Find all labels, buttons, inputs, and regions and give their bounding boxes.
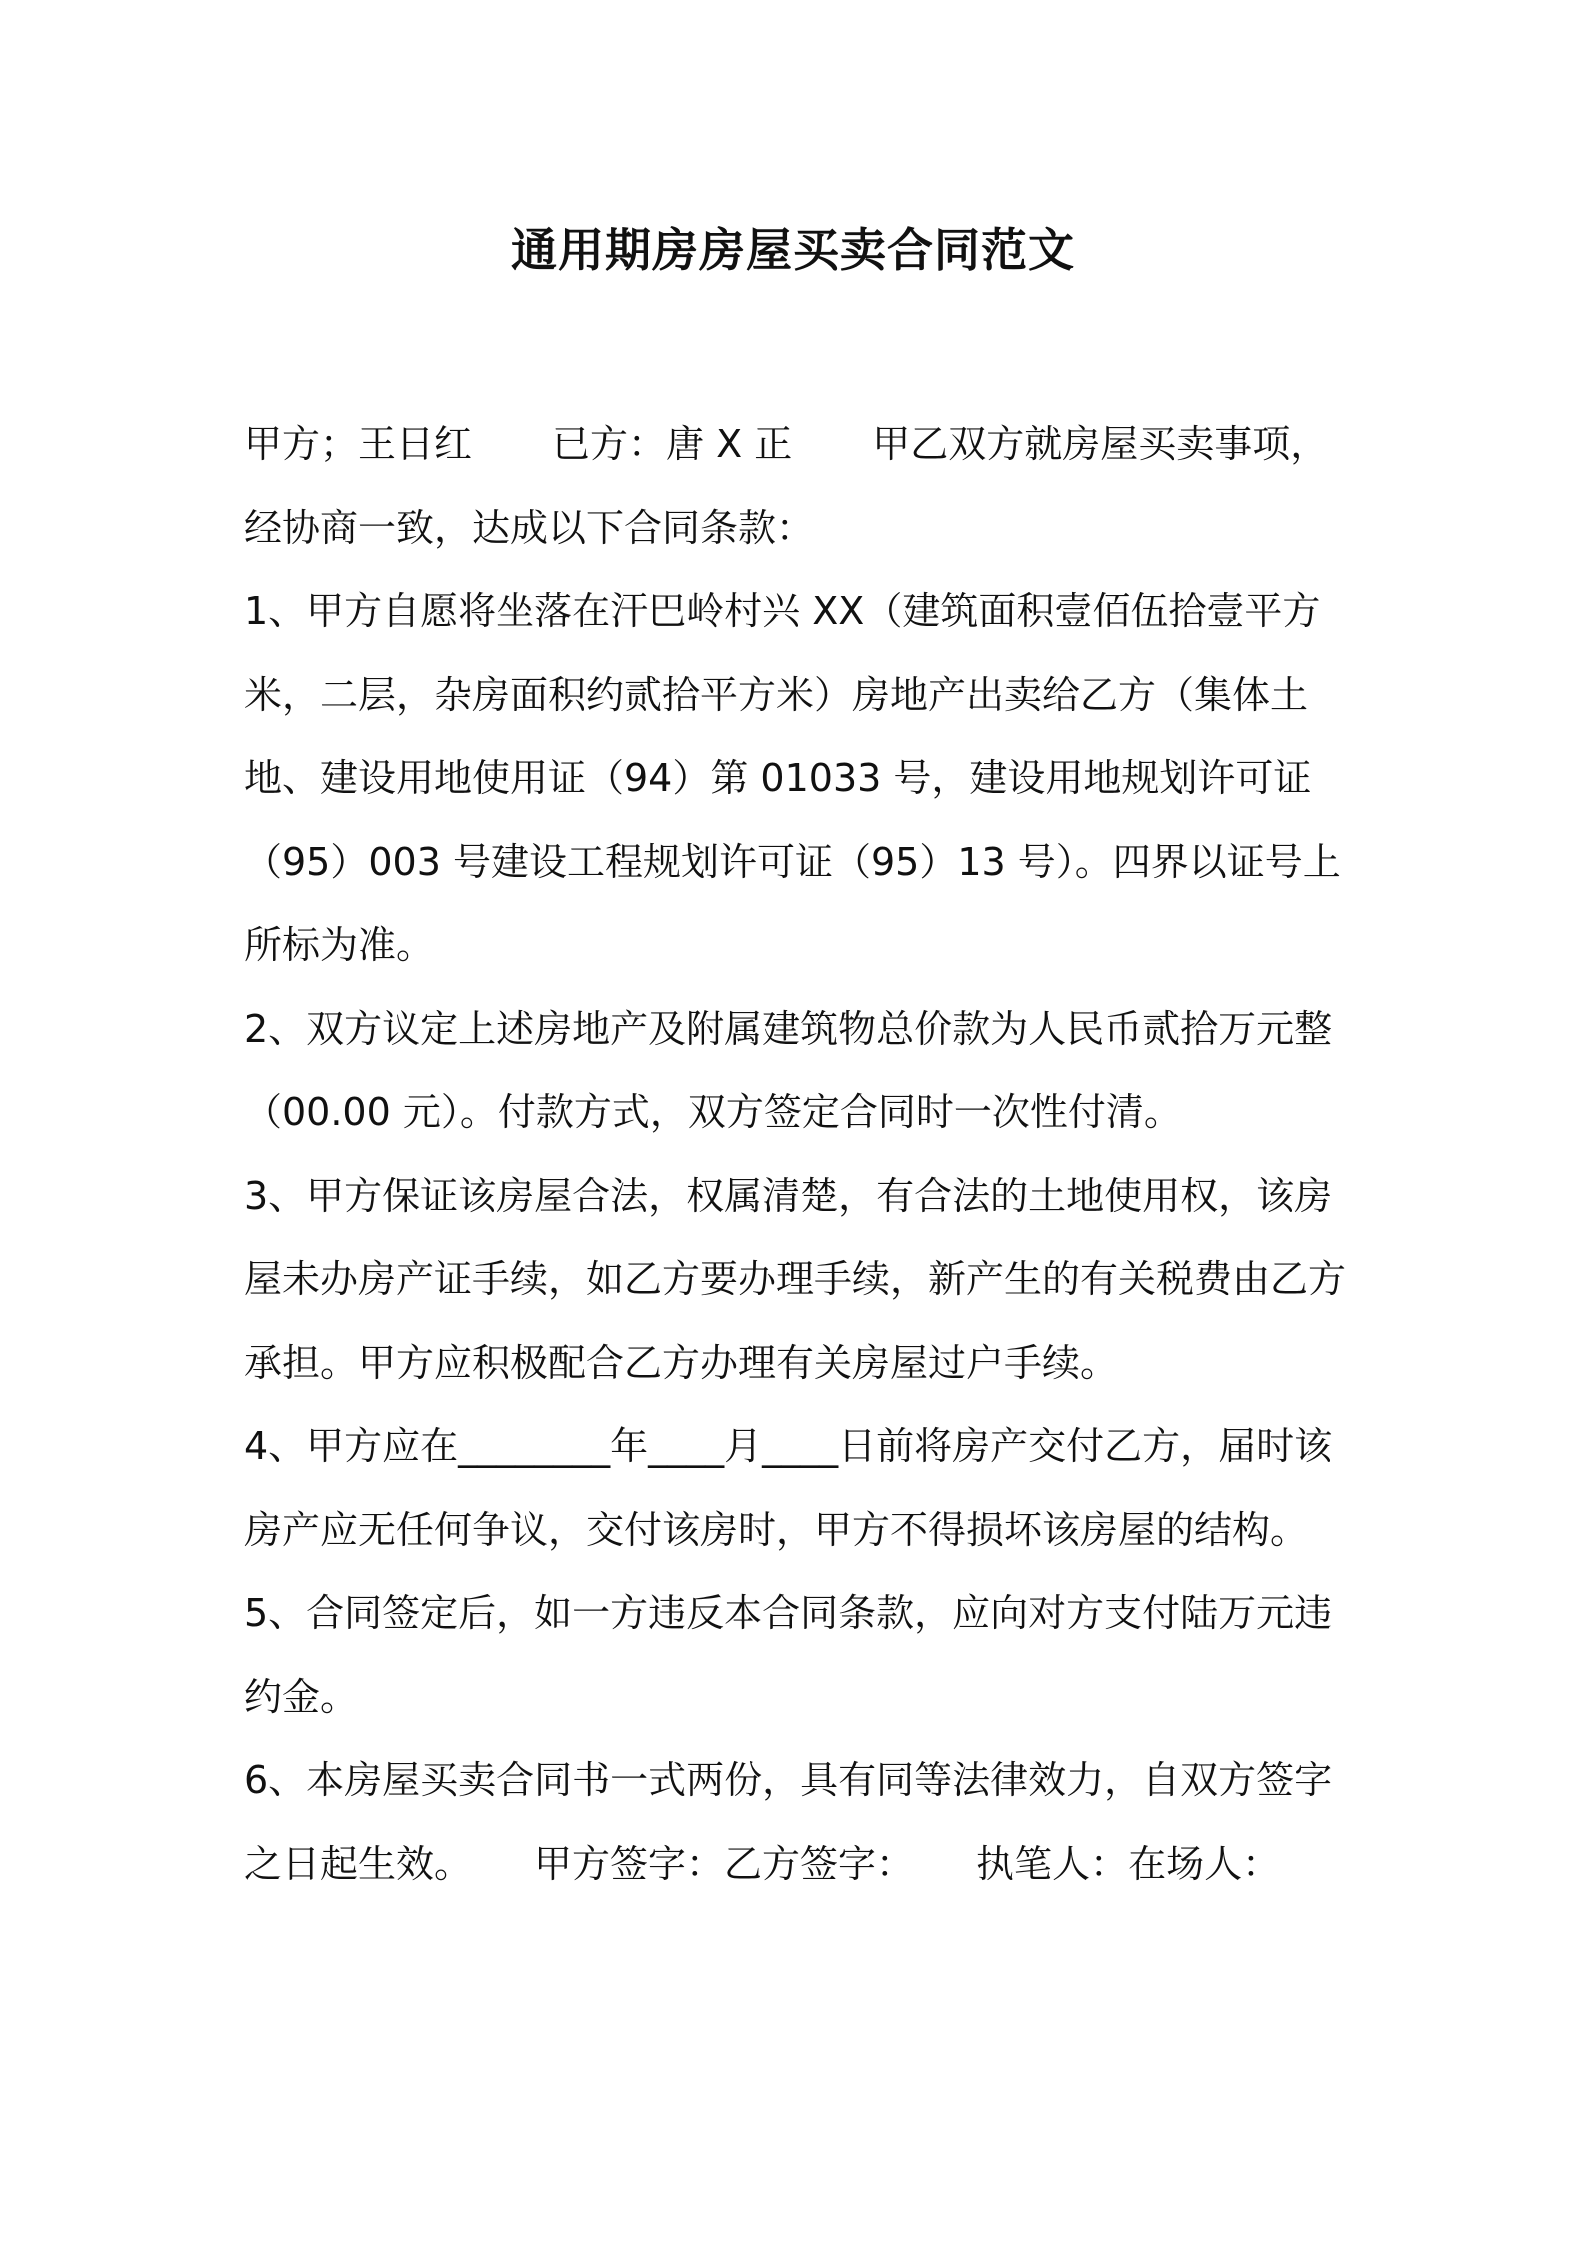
party-a-signature: 甲方签字： (534, 1841, 725, 1886)
witness-signature: 在场人： (1128, 1841, 1281, 1886)
party-b-name: 已方：唐 X 正 (552, 422, 793, 466)
writer-signature: 执笔人： (976, 1841, 1129, 1886)
clause-2: 2、双方议定上述房地产及附属建筑物总价款为人民币贰拾万元整（00.00 元）。付款方式，双方签定合同时一次性付清。 (244, 1006, 1333, 1134)
clause-1: 1、甲方自愿将坐落在汗巴岭村兴 XX（建筑面积壹佰伍拾壹平方米，二层，杂房面积约贰拾平方米）房地产出卖给乙方（集体土地、建设用地使用证（94）第 01033 号，建设用地规划许可证（95）003 号建设工程规划许可证（95）13 号）。四界以证号上所标为准。 (244, 589, 1341, 967)
party-b-signature: 乙方签字： (724, 1841, 915, 1886)
document-body (244, 403, 1356, 1906)
document-title: 通用期房房屋买卖合同范文 (511, 223, 1075, 277)
clause-4: 4、甲方应在________年____月____日前将房产交付乙方，届时该房产应无任何争议，交付该房时，甲方不得损坏该房屋的结构。 (244, 1424, 1333, 1552)
intro-paragraph (244, 403, 1356, 570)
intro-opening: 甲乙双方就房屋买卖事项，经协商一致，达成以下合同条款： (244, 422, 1329, 550)
clause-3: 3、甲方保证该房屋合法，权属清楚，有合法的土地使用权，该房屋未办房产证手续，如乙方要办理手续，新产生的有关税费由乙方承担。甲方应积极配合乙方办理有关房屋过户手续。 (244, 1173, 1347, 1385)
party-a-name: 甲方；王日红 (244, 422, 473, 466)
clause-6: 6、本房屋买卖合同书一式两份，具有同等法律效力，自双方签字之日起生效。 (244, 1758, 1333, 1886)
clause-6-with-signatures (244, 1739, 1356, 1906)
clause-5: 5、合同签定后，如一方违反本合同条款，应向对方支付陆万元违约金。 (244, 1591, 1333, 1719)
